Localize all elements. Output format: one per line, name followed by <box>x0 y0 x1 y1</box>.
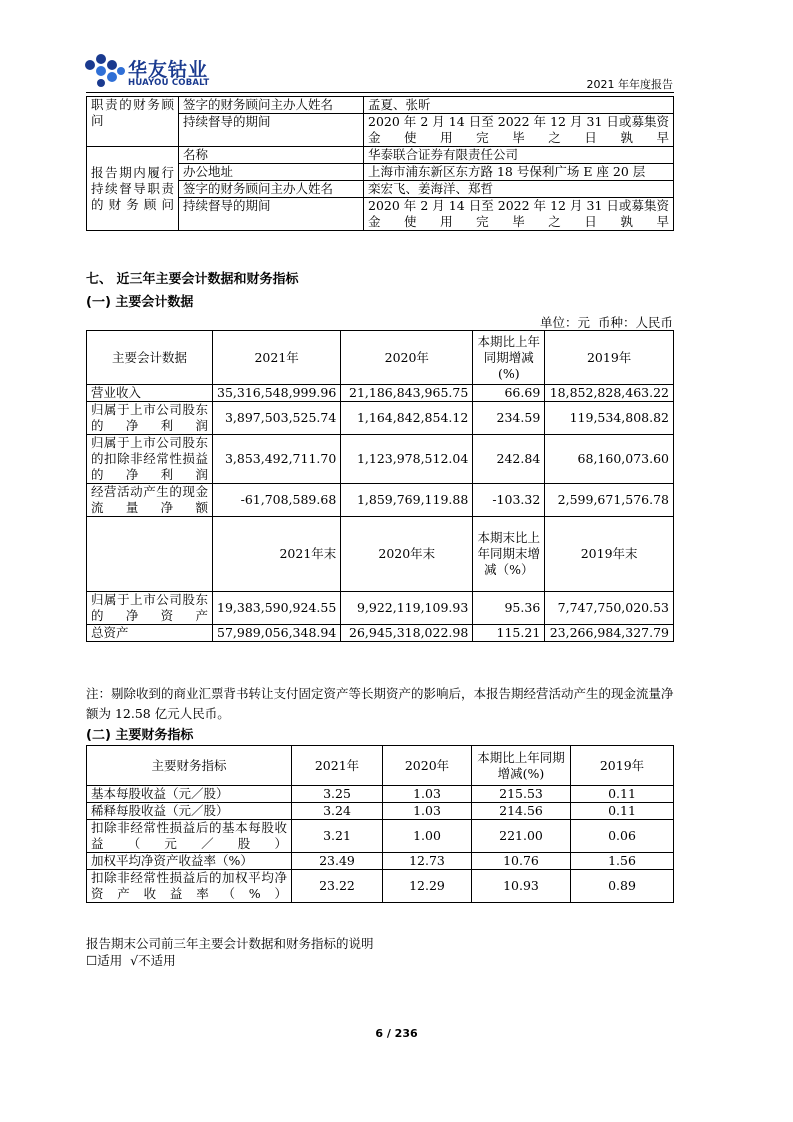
financial-indicators-table <box>86 745 674 903</box>
cell-value: 23.49 <box>292 853 383 870</box>
row-label: 营业收入 <box>87 385 213 402</box>
table-row <box>87 870 674 903</box>
advisor-cell-value: 孟夏、张昕 <box>364 97 674 114</box>
table-row <box>87 484 674 517</box>
page-number: 6 / 236 <box>375 1027 418 1040</box>
subsection-1-title: (一) 主要会计数据 <box>86 295 194 310</box>
cell-value: 26,945,318,022.98 <box>341 625 473 642</box>
accounting-data-table <box>86 330 674 642</box>
cell-value: 1,123,978,512.04 <box>341 435 473 484</box>
table-row <box>87 385 674 402</box>
column-header: 主要会计数据 <box>87 331 213 385</box>
cell-value: 3.25 <box>292 786 383 803</box>
advisor-cell-label: 持续督导的期间 <box>179 198 364 231</box>
table-row <box>87 592 674 625</box>
table-row <box>87 803 674 820</box>
table-row <box>87 786 674 803</box>
column-header: 本期比上年同期增减(%) <box>472 746 571 786</box>
cell-value: 19,383,590,924.55 <box>213 592 341 625</box>
cell-value: 215.53 <box>472 786 571 803</box>
column-header: 2021年末 <box>213 517 341 592</box>
cell-value: 1,164,842,854.12 <box>341 402 473 435</box>
advisor-cell-value: 栾宏飞、姜海洋、郑哲 <box>364 181 674 198</box>
column-header: 本期比上年同期增减(%) <box>473 331 545 385</box>
advisor-cell-label: 签字的财务顾问主办人姓名 <box>179 181 364 198</box>
column-header: 2019年 <box>571 746 674 786</box>
cell-value: 7,747,750,020.53 <box>545 592 674 625</box>
row-label: 加权平均净资产收益率（%） <box>87 853 292 870</box>
column-header: 2020年 <box>383 746 472 786</box>
cell-value: 1,859,769,119.88 <box>341 484 473 517</box>
logo-dots-icon <box>84 53 126 89</box>
explanation-text: 报告期末公司前三年主要会计数据和财务指标的说明 <box>86 936 374 951</box>
column-header: 2021年 <box>292 746 383 786</box>
cell-value: 1.03 <box>383 803 472 820</box>
table-header-row <box>87 331 674 385</box>
table-header-row <box>87 517 674 592</box>
cell-value: 68,160,073.60 <box>545 435 674 484</box>
cell-value: 3,853,492,711.70 <box>213 435 341 484</box>
advisor-group1-label: 职责的财务顾问 <box>87 97 179 147</box>
cell-value: 0.89 <box>571 870 674 903</box>
table-row <box>87 97 674 114</box>
row-label: 总资产 <box>87 625 213 642</box>
table-row <box>87 147 674 164</box>
cell-value: 35,316,548,999.96 <box>213 385 341 402</box>
column-header: 2020年末 <box>341 517 473 592</box>
cell-value: 9,922,119,109.93 <box>341 592 473 625</box>
row-label: 扣除非经常性损益后的加权平均净资产收益率（%） <box>87 870 292 903</box>
row-label: 扣除非经常性损益后的基本每股收益（元／股） <box>87 820 292 853</box>
column-header: 本期末比上年同期末增减（%） <box>473 517 545 592</box>
header-divider <box>86 92 674 93</box>
advisor-cell-label: 办公地址 <box>179 164 364 181</box>
cell-value: -103.32 <box>473 484 545 517</box>
cell-value: 12.73 <box>383 853 472 870</box>
cell-value: 3.24 <box>292 803 383 820</box>
cell-value: 0.11 <box>571 803 674 820</box>
row-label: 归属于上市公司股东的扣除非经常性损益的净利润 <box>87 435 213 484</box>
table-row <box>87 853 674 870</box>
cell-value: 221.00 <box>472 820 571 853</box>
table-row <box>87 402 674 435</box>
advisor-table <box>86 96 674 231</box>
cell-value: 23.22 <box>292 870 383 903</box>
table-row <box>87 625 674 642</box>
applicability-options: ☐适用 √不适用 <box>86 953 176 968</box>
row-label: 稀释每股收益（元／股） <box>87 803 292 820</box>
advisor-cell-value: 2020 年 2 月 14 日至 2022 年 12 月 31 日或募集资金使用完毕之日孰早 <box>364 114 674 147</box>
unit-currency-line: 单位：元 币种：人民币 <box>540 315 673 330</box>
row-label: 归属于上市公司股东的净资产 <box>87 592 213 625</box>
table-note: 注：剔除收到的商业汇票背书转让支付固定资产等长期资产的影响后，本报告期经营活动产生的现金流量净额为 12.58 亿元人民币。 <box>86 686 674 721</box>
advisor-cell-label: 持续督导的期间 <box>179 114 364 147</box>
report-title: 2021 年年度报告 <box>586 78 673 91</box>
advisor-cell-label: 名称 <box>179 147 364 164</box>
company-logo <box>84 53 224 89</box>
cell-value: 214.56 <box>472 803 571 820</box>
column-header: 2020年 <box>341 331 473 385</box>
cell-value: 18,852,828,463.22 <box>545 385 674 402</box>
advisor-cell-label: 签字的财务顾问主办人姓名 <box>179 97 364 114</box>
advisor-group2-label: 报告期内履行持续督导职责的财务顾问 <box>87 147 179 231</box>
cell-value: 66.69 <box>473 385 545 402</box>
column-header: 2019年 <box>545 331 674 385</box>
column-header: 主要财务指标 <box>87 746 292 786</box>
row-label: 经营活动产生的现金流量净额 <box>87 484 213 517</box>
cell-value: 234.59 <box>473 402 545 435</box>
cell-value: 1.56 <box>571 853 674 870</box>
table-row <box>87 820 674 853</box>
cell-value: 0.11 <box>571 786 674 803</box>
section-7-title: 七、 近三年主要会计数据和财务指标 <box>86 272 299 287</box>
cell-value: 23,266,984,327.79 <box>545 625 674 642</box>
cell-value: -61,708,589.68 <box>213 484 341 517</box>
subsection-2-title: (二) 主要财务指标 <box>86 728 194 743</box>
logo-company-en: HUAYOU COBALT <box>128 78 210 88</box>
cell-value: 119,534,808.82 <box>545 402 674 435</box>
cell-value: 12.29 <box>383 870 472 903</box>
table-row <box>87 435 674 484</box>
cell-value: 3,897,503,525.74 <box>213 402 341 435</box>
cell-value: 2,599,671,576.78 <box>545 484 674 517</box>
logo-company-cn: 华友钴业 <box>128 59 209 81</box>
cell-value: 95.36 <box>473 592 545 625</box>
advisor-cell-value: 上海市浦东新区东方路 18 号保利广场 E 座 20 层 <box>364 164 674 181</box>
cell-value: 1.03 <box>383 786 472 803</box>
column-header: 2019年末 <box>545 517 674 592</box>
table-header-row <box>87 746 674 786</box>
cell-value: 0.06 <box>571 820 674 853</box>
cell-value: 10.93 <box>472 870 571 903</box>
cell-value: 1.00 <box>383 820 472 853</box>
cell-value: 21,186,843,965.75 <box>341 385 473 402</box>
column-header <box>87 517 213 592</box>
advisor-cell-value: 华泰联合证券有限责任公司 <box>364 147 674 164</box>
row-label: 归属于上市公司股东的净利润 <box>87 402 213 435</box>
advisor-cell-value: 2020 年 2 月 14 日至 2022 年 12 月 31 日或募集资金使用完毕之日孰早 <box>364 198 674 231</box>
row-label: 基本每股收益（元／股） <box>87 786 292 803</box>
cell-value: 115.21 <box>473 625 545 642</box>
cell-value: 3.21 <box>292 820 383 853</box>
cell-value: 57,989,056,348.94 <box>213 625 341 642</box>
cell-value: 242.84 <box>473 435 545 484</box>
column-header: 2021年 <box>213 331 341 385</box>
cell-value: 10.76 <box>472 853 571 870</box>
